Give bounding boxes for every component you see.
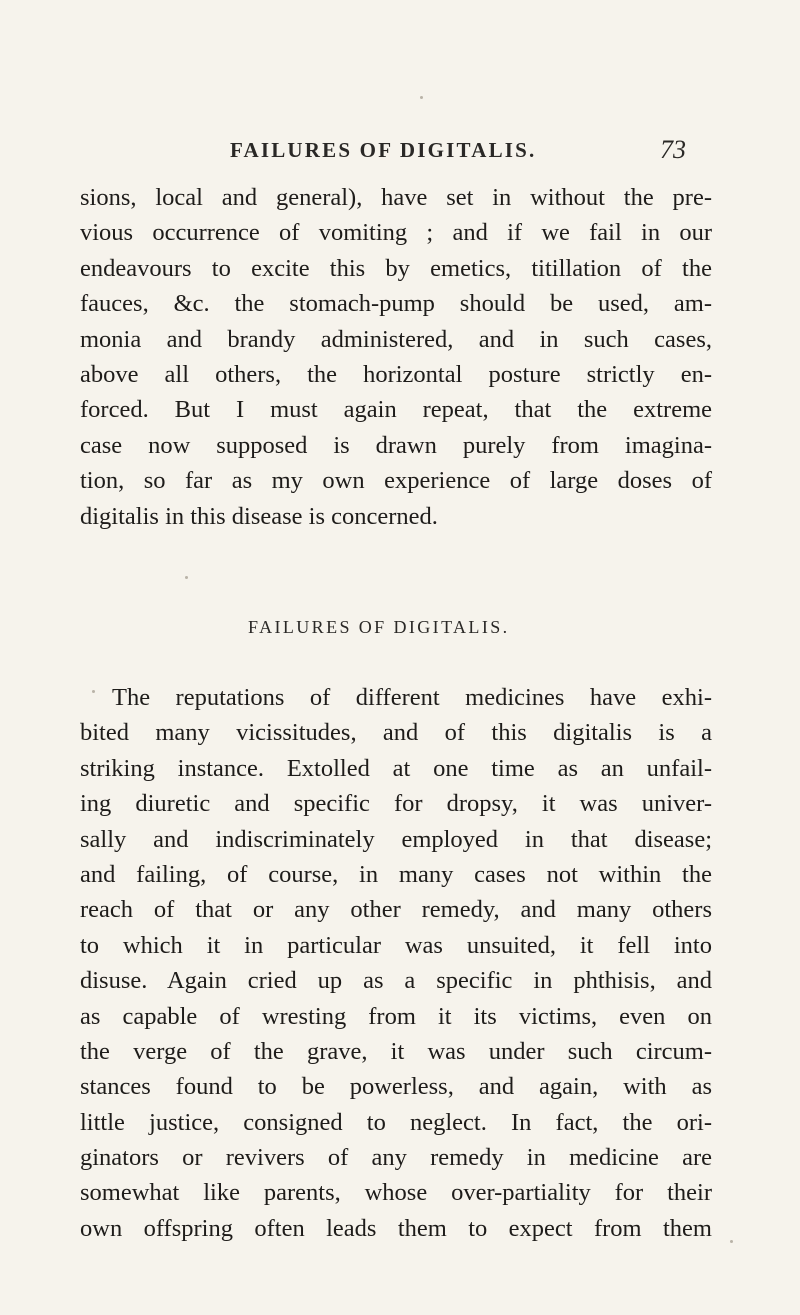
text-line: own offspring often leads them to expect from them [80,1214,712,1242]
paragraph [80,680,712,1246]
text-line: case now supposed is drawn purely from imagina- [80,431,712,459]
text-line: and failing, of course, in many cases not within the [80,860,712,888]
text-line: disuse. Again cried up as a specific in phthisis, and [80,967,712,995]
running-head [0,135,800,172]
text-line: somewhat like parents, whose over-partiality for their [80,1179,712,1207]
page-number: 73 [660,135,686,164]
text-line: striking instance. Extolled at one time as an unfail- [80,754,712,782]
text-line: as capable of wresting from it its victims, even on [80,1002,712,1030]
section-heading: FAILURES OF DIGITALIS. [248,617,510,637]
text-line: sions, local and general), have set in without the pre- [80,184,712,211]
text-line: digitalis in this disease is concerned. [80,502,438,530]
text-line: stances found to be powerless, and again, with as [80,1073,712,1101]
text-line: ing diuretic and specific for dropsy, it was univer- [80,790,712,818]
text-line: to which it in particular was unsuited, it fell into [80,931,712,959]
text-line: bited many vicissitudes, and of this digitalis is a [80,719,712,747]
text-line: sally and indiscriminately employed in that disease; [80,825,712,853]
text-line: monia and brandy administered, and in such cases, [80,325,712,353]
paper-speck [730,1240,733,1243]
running-title: FAILURES OF DIGITALIS. [230,138,537,162]
paragraph-continuation [80,180,712,534]
paper-speck [420,96,423,99]
paper-speck [92,690,95,693]
paper-speck [185,576,188,579]
text-line: little justice, consigned to neglect. In fact, the ori- [80,1108,712,1136]
text-line: reach of that or any other remedy, and many others [80,896,712,924]
text-line: the verge of the grave, it was under such circum- [80,1037,712,1065]
text-line: above all others, the horizontal posture strictly en- [80,360,712,388]
text-line: forced. But I must again repeat, that the extreme [80,396,712,424]
text-line: fauces, &c. the stomach-pump should be used, am- [80,290,712,318]
text-line: The reputations of different medicines have exhi- [112,684,712,711]
text-line: tion, so far as my own experience of large doses of [80,467,712,495]
text-line: endeavours to excite this by emetics, titillation of the [80,254,712,282]
text-line: vious occurrence of vomiting ; and if we fail in our [80,219,712,247]
text-line: ginators or revivers of any remedy in medicine are [80,1144,712,1172]
